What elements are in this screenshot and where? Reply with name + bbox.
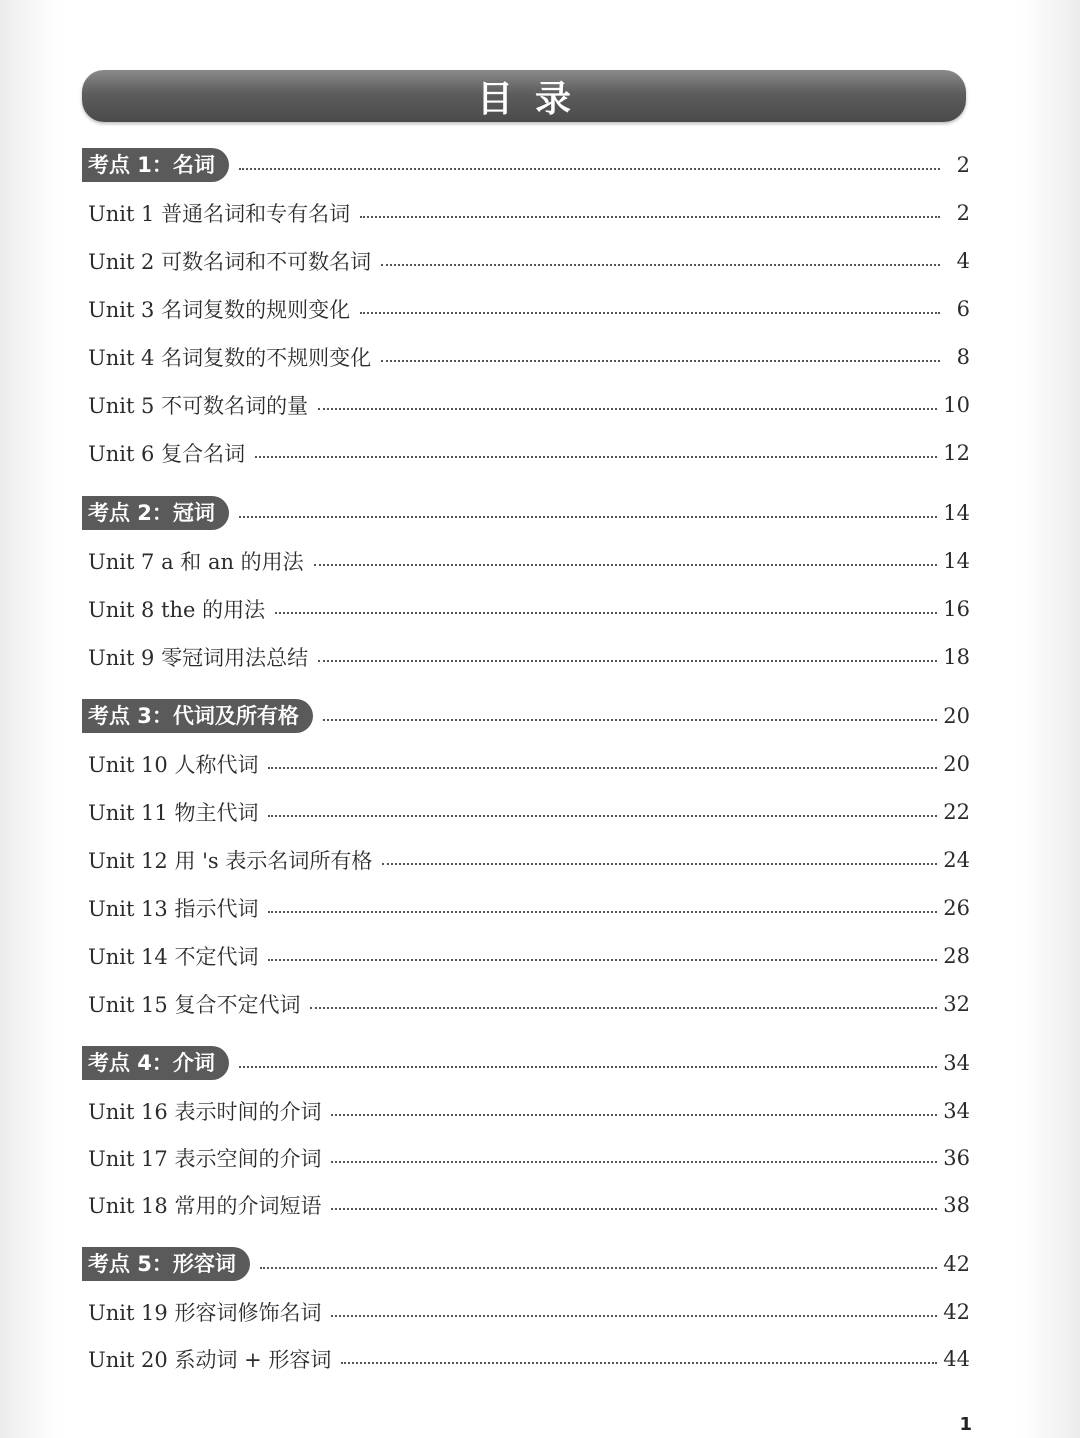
- toc-unit-row[interactable]: [82, 792, 970, 832]
- section-label: 考点 2：冠词: [82, 496, 229, 530]
- unit-label: Unit 18 常用的介词短语: [88, 1194, 322, 1218]
- dot-leader: [239, 168, 940, 170]
- unit-label: Unit 20 系动词 + 形容词: [88, 1348, 332, 1372]
- toc-unit-row[interactable]: [82, 1292, 970, 1332]
- page-number: 38: [943, 1193, 970, 1217]
- page-number: 44: [943, 1347, 970, 1371]
- page-number: 34: [943, 1099, 970, 1123]
- dot-leader: [239, 516, 937, 518]
- unit-label: Unit 9 零冠词用法总结: [88, 646, 309, 670]
- toc-unit-row[interactable]: [82, 385, 970, 425]
- page-number: 18: [943, 645, 970, 669]
- section-label: 考点 1：名词: [82, 148, 229, 182]
- page-number: 26: [943, 896, 970, 920]
- dot-leader: [314, 564, 938, 566]
- toc-section-row[interactable]: [82, 1043, 970, 1083]
- unit-label: Unit 17 表示空间的介词: [88, 1147, 322, 1171]
- page-number: 20: [943, 704, 970, 728]
- toc-unit-row[interactable]: [82, 1091, 970, 1131]
- unit-label: Unit 12 用 's 表示名词所有格: [88, 849, 373, 873]
- unit-label: Unit 15 复合不定代词: [88, 993, 301, 1017]
- unit-label: Unit 16 表示时间的介词: [88, 1100, 322, 1124]
- unit-label: Unit 1 普通名词和专有名词: [88, 202, 351, 226]
- page-number: 24: [943, 848, 970, 872]
- footer-page-number: 1: [959, 1414, 972, 1435]
- page-number: 2: [956, 153, 970, 177]
- page-number: 36: [943, 1146, 970, 1170]
- dot-leader: [275, 612, 937, 614]
- dot-leader: [360, 312, 940, 314]
- toc-unit-row[interactable]: [82, 1138, 970, 1178]
- page-number: 4: [956, 249, 970, 273]
- toc-section-row[interactable]: [82, 493, 970, 533]
- page-right-edge: [1020, 0, 1080, 1438]
- unit-label: Unit 2 可数名词和不可数名词: [88, 250, 372, 274]
- page-number: 22: [943, 800, 970, 824]
- dot-leader: [268, 767, 937, 769]
- dot-leader: [381, 360, 940, 362]
- toc-unit-row[interactable]: [82, 241, 970, 281]
- unit-label: Unit 13 指示代词: [88, 897, 259, 921]
- page-number: 12: [943, 441, 970, 465]
- toc-title-bar: [82, 70, 966, 122]
- toc-unit-row[interactable]: [82, 589, 970, 629]
- page-title: 目录: [476, 78, 593, 120]
- toc-unit-row[interactable]: [82, 744, 970, 784]
- unit-label: Unit 14 不定代词: [88, 945, 259, 969]
- dot-leader: [331, 1315, 937, 1317]
- section-label: 考点 4：介词: [82, 1046, 229, 1080]
- dot-leader: [255, 456, 937, 458]
- toc-unit-row[interactable]: [82, 433, 970, 473]
- dot-leader: [268, 815, 937, 817]
- page-number: 20: [943, 752, 970, 776]
- unit-label: Unit 6 复合名词: [88, 442, 246, 466]
- dot-leader: [318, 408, 937, 410]
- toc-section-row[interactable]: [82, 1244, 970, 1284]
- toc-unit-row[interactable]: [82, 984, 970, 1024]
- unit-label: Unit 11 物主代词: [88, 801, 259, 825]
- toc-section-row[interactable]: [82, 145, 970, 185]
- page-number: 28: [943, 944, 970, 968]
- unit-label: Unit 5 不可数名词的量: [88, 394, 309, 418]
- toc-unit-row[interactable]: [82, 541, 970, 581]
- unit-label: Unit 7 a 和 an 的用法: [88, 550, 304, 574]
- unit-label: Unit 3 名词复数的规则变化: [88, 298, 351, 322]
- toc-unit-row[interactable]: [82, 840, 970, 880]
- page-number: 14: [943, 549, 970, 573]
- dot-leader: [323, 719, 937, 721]
- unit-label: Unit 4 名词复数的不规则变化: [88, 346, 372, 370]
- page-number: 16: [943, 597, 970, 621]
- dot-leader: [341, 1362, 937, 1364]
- page-number: 6: [956, 297, 970, 321]
- dot-leader: [331, 1161, 937, 1163]
- toc-unit-row[interactable]: [82, 1339, 970, 1379]
- page-number: 34: [943, 1051, 970, 1075]
- dot-leader: [310, 1007, 937, 1009]
- section-label: 考点 3：代词及所有格: [82, 699, 313, 733]
- dot-leader: [260, 1267, 937, 1269]
- dot-leader: [360, 216, 940, 218]
- dot-leader: [268, 911, 937, 913]
- toc-unit-row[interactable]: [82, 888, 970, 928]
- page-left-edge: [0, 0, 60, 1438]
- section-label: 考点 5：形容词: [82, 1247, 250, 1281]
- page-number: 10: [943, 393, 970, 417]
- toc-unit-row[interactable]: [82, 1185, 970, 1225]
- toc-unit-row[interactable]: [82, 337, 970, 377]
- dot-leader: [239, 1066, 937, 1068]
- toc-section-row[interactable]: [82, 696, 970, 736]
- page-number: 42: [943, 1300, 970, 1324]
- page-number: 14: [943, 501, 970, 525]
- unit-label: Unit 10 人称代词: [88, 753, 259, 777]
- dot-leader: [382, 863, 937, 865]
- page-number: 8: [956, 345, 970, 369]
- toc-unit-row[interactable]: [82, 637, 970, 677]
- toc-unit-row[interactable]: [82, 289, 970, 329]
- dot-leader: [331, 1114, 937, 1116]
- page-number: 42: [943, 1252, 970, 1276]
- dot-leader: [381, 264, 940, 266]
- unit-label: Unit 8 the 的用法: [88, 598, 266, 622]
- page-number: 2: [956, 201, 970, 225]
- toc-unit-row[interactable]: [82, 193, 970, 233]
- unit-label: Unit 19 形容词修饰名词: [88, 1301, 322, 1325]
- dot-leader: [318, 660, 937, 662]
- dot-leader: [268, 959, 937, 961]
- toc-unit-row[interactable]: [82, 936, 970, 976]
- dot-leader: [331, 1208, 937, 1210]
- page-number: 32: [943, 992, 970, 1016]
